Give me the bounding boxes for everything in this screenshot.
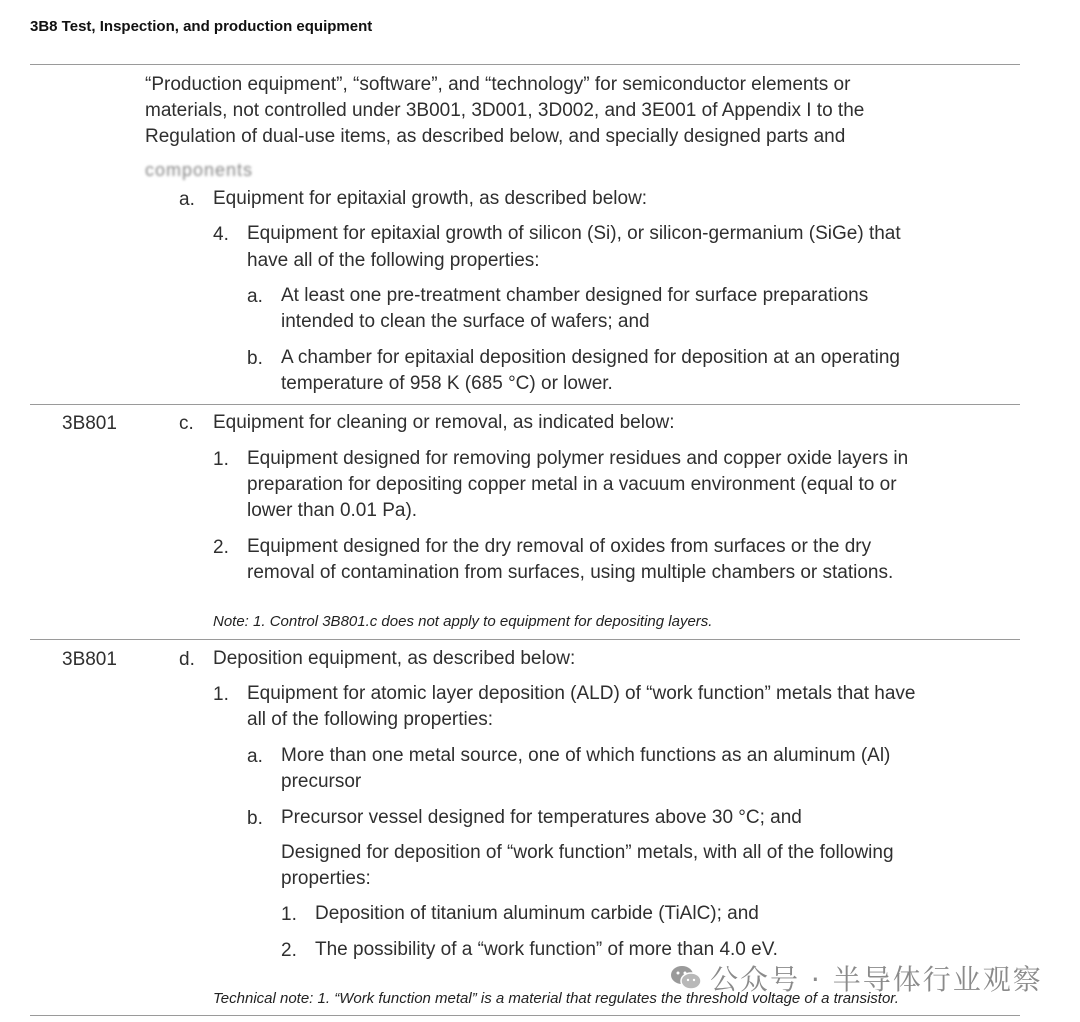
list-marker: a. xyxy=(247,746,263,767)
item-line: all of the following properties: xyxy=(247,709,494,730)
list-marker: a. xyxy=(247,286,263,307)
list-marker: a. xyxy=(179,189,195,210)
list-marker: 1. xyxy=(213,684,229,705)
divider xyxy=(30,1015,1020,1016)
divider xyxy=(30,639,1020,640)
item-line: have all of the following properties: xyxy=(247,250,540,271)
watermark-text: 公众号 · 半导体行业观察 xyxy=(710,963,1043,996)
item-line: Equipment designed for removing polymer residues and copper oxide layers in xyxy=(247,448,909,469)
list-marker: d. xyxy=(179,649,195,670)
list-marker: b. xyxy=(247,808,263,829)
divider xyxy=(30,64,1020,65)
list-marker: 1. xyxy=(213,449,229,470)
item-line: Precursor vessel designed for temperatures above 30 °C; and xyxy=(281,807,802,828)
item-line: The possibility of a “work function” of more than 4.0 eV. xyxy=(315,939,778,960)
intro-line: Regulation of dual-use items, as described below, and specially designed parts and xyxy=(145,126,846,147)
technical-note: Technical note: 1. “Work function metal” is a material that regulates the threshold voltage of a transistor. xyxy=(213,990,899,1007)
item-line: intended to clean the surface of wafers; and xyxy=(281,311,650,332)
intro-line: materials, not controlled under 3B001, 3D001, 3D002, and 3E001 of Appendix I to the xyxy=(145,100,865,121)
list-marker: 1. xyxy=(281,904,297,925)
list-marker: c. xyxy=(179,413,194,434)
item-line: Designed for deposition of “work function” metals, with all of the following xyxy=(281,842,894,863)
list-marker: 4. xyxy=(213,224,229,245)
item-line: At least one pre-treatment chamber designed for surface preparations xyxy=(281,285,869,306)
list-marker: 2. xyxy=(281,940,297,961)
item-line: preparation for depositing copper metal in a vacuum environment (equal to or xyxy=(247,474,897,495)
section-note: Note: 1. Control 3B801.c does not apply to equipment for depositing layers. xyxy=(213,613,713,630)
item-line: lower than 0.01 Pa). xyxy=(247,500,418,521)
item-line: A chamber for epitaxial deposition designed for deposition at an operating xyxy=(281,347,900,368)
item-line: Equipment designed for the dry removal of oxides from surfaces or the dry xyxy=(247,536,872,557)
control-code: 3B801 xyxy=(62,649,117,670)
item-line: Deposition of titanium aluminum carbide (TiAlC); and xyxy=(315,903,759,924)
watermark xyxy=(670,958,1043,998)
item-line: properties: xyxy=(281,868,371,889)
item-line: precursor xyxy=(281,771,362,792)
control-code: 3B801 xyxy=(62,413,117,434)
item-line: removal of contamination from surfaces, using multiple chambers or stations. xyxy=(247,562,894,583)
item-line: More than one metal source, one of which functions as an aluminum (Al) xyxy=(281,745,891,766)
item-line: temperature of 958 K (685 °C) or lower. xyxy=(281,373,613,394)
section-title: Equipment for epitaxial growth, as described below: xyxy=(213,188,648,209)
section-title: Equipment for cleaning or removal, as indicated below: xyxy=(213,412,675,433)
divider xyxy=(30,404,1020,405)
item-line: Equipment for atomic layer deposition (ALD) of “work function” metals that have xyxy=(247,683,916,704)
item-line: Equipment for epitaxial growth of silicon (Si), or silicon-germanium (SiGe) that xyxy=(247,223,901,244)
wechat-icon xyxy=(670,964,702,992)
page-header: 3B8 Test, Inspection, and production equipment xyxy=(30,18,373,35)
intro-line: “Production equipment”, “software”, and “technology” for semiconductor elements or xyxy=(145,74,851,95)
list-marker: 2. xyxy=(213,537,229,558)
obscured-text: components xyxy=(145,160,254,180)
list-marker: b. xyxy=(247,348,263,369)
section-title: Deposition equipment, as described below: xyxy=(213,648,576,669)
